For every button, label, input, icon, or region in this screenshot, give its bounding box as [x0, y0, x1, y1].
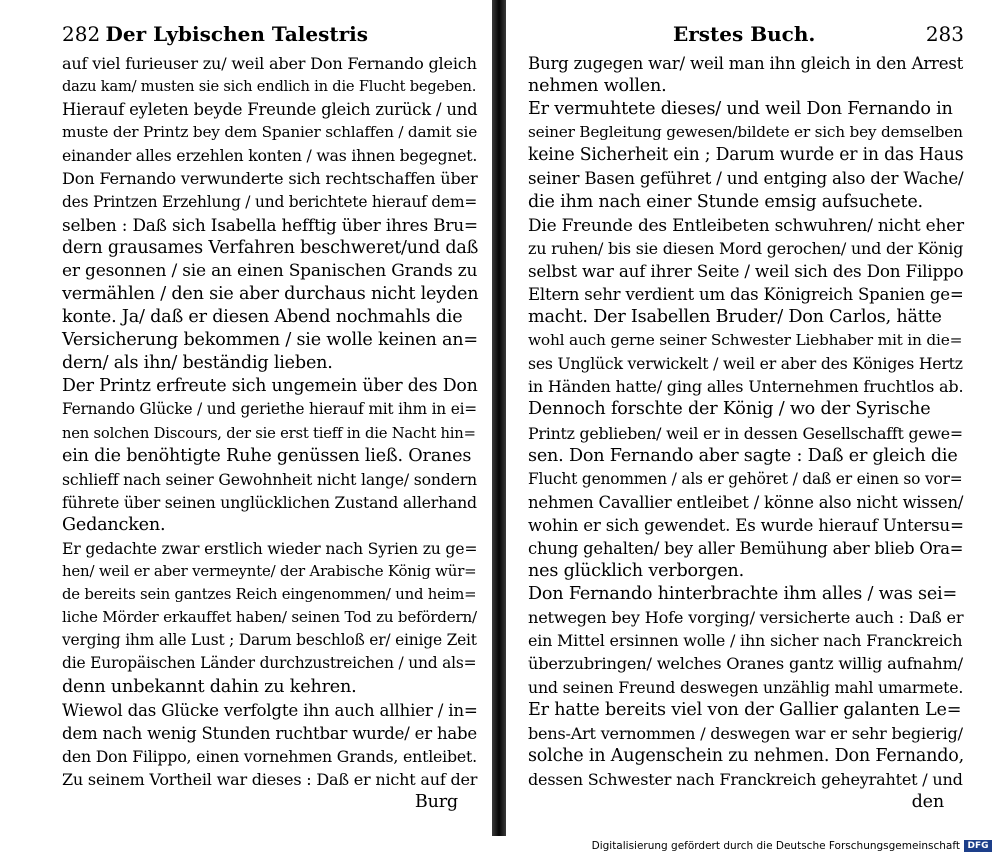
left-running-title: Der Lybischen Talestris [105, 22, 368, 46]
text-line: die Europäischen Länder durchzustreichen / und als= [62, 654, 477, 673]
right-running-title: Erstes Buch. [673, 22, 816, 46]
text-line: Burg zugegen war/ weil man ihn gleich in den Arrest [528, 54, 964, 73]
left-text-block [62, 52, 478, 791]
text-line: Don Fernando verwunderte sich rechtschaffen über [62, 169, 478, 189]
digitization-footer [0, 836, 1000, 856]
text-line: konte. Ja/ daß er diesen Abend nochmahls die [62, 307, 463, 328]
text-line: und seinen Freund deswegen unzählig mahl umarmete. [528, 677, 964, 697]
right-catchword: den [911, 792, 944, 812]
text-line: Fernando Glücke / und geriethe hierauf mit ihm in ei= [62, 400, 477, 419]
text-line: ein Mittel ersinnen wolle / ihn sicher nach Franckreich [528, 631, 963, 651]
text-line: nehmen Cavallier entleibet / könne also nicht wissen/ [528, 492, 964, 512]
text-line: liche Mörder erkauffet haben/ seinen Tod zu befördern/ [62, 608, 477, 627]
text-line: seiner Begleitung gewesen/bildete er sich bey demselben [528, 123, 963, 142]
right-running-head [528, 22, 964, 48]
text-line: Flucht genommen / als er gehöret / daß er einen so vor= [528, 469, 963, 488]
footer-credit: Digitalisierung gefördert durch die Deutsche Forschungsgemeinschaft [591, 840, 960, 852]
text-line: Hierauf eyleten beyde Freunde gleich zurück / und [62, 100, 478, 120]
dfg-logo-icon: DFG [964, 840, 992, 852]
text-line: selbst war auf ihrer Seite / weil sich des Don Filippo [528, 260, 964, 281]
text-line: verging ihm alle Lust ; Darum beschloß er/ einige Zeit [62, 631, 477, 650]
text-line: chung gehalten/ bey aller Bemühung aber blieb Ora= [528, 538, 964, 558]
text-line: schlieff nach seiner Gewohnheit nicht lange/ sondern [62, 469, 477, 489]
text-line: nen solchen Discours, der sie erst tieff in die Nacht hin= [62, 424, 476, 442]
text-line: nehmen wollen. [528, 76, 667, 97]
text-line: führete über seinen unglücklichen Zustand allerhand [62, 492, 477, 512]
text-line: auf viel furieuser zu/ weil aber Don Fernando gleich [62, 54, 477, 73]
text-line: Versicherung bekommen / sie wolle keinen an= [62, 330, 478, 351]
text-line: die ihm nach einer Stunde emsig aufsuchete. [528, 191, 923, 212]
text-line: keine Sicherheit ein ; Darum wurde er in das Haus [528, 145, 964, 166]
text-line: denn unbekannt dahin zu kehren. [62, 676, 357, 697]
text-line: Er hatte bereits viel von der Gallier galanten Le= [528, 699, 962, 720]
right-page [506, 0, 1000, 836]
text-line: Die Freunde des Entleibeten schwuhren/ nicht eher [528, 214, 964, 235]
right-text-block [528, 52, 964, 791]
text-line: solche in Augenschein zu nehmen. Don Fernando, [528, 745, 964, 766]
text-line: überzubringen/ welches Oranes gantz willig aufnahm/ [528, 654, 963, 674]
text-line: nes glücklich verborgen. [528, 561, 744, 582]
text-line: muste der Printz bey dem Spanier schlaffen / damit sie [62, 123, 478, 142]
left-catchword: Burg [414, 792, 458, 812]
text-line: zu ruhen/ bis sie diesen Mord gerochen/ und der König [528, 238, 964, 258]
text-line: Zu seinem Vortheil war dieses : Daß er nicht auf der [62, 769, 478, 789]
text-line: dazu kam/ musten sie sich endlich in die Flucht begeben. [62, 78, 477, 96]
text-line: Eltern sehr verdient um das Königreich Spanien ge= [528, 284, 964, 304]
text-line: ses Unglück verwickelt / weil er aber des Königes Hertz [528, 354, 963, 374]
text-line: Don Fernando hinterbrachte ihm alles / was sei= [528, 584, 958, 605]
text-line: bens-Art vernommen / deswegen war er sehr begierig/ [528, 723, 963, 743]
text-line: einander alles erzehlen konten / was ihnen begegnet. [62, 146, 478, 166]
text-line: ein die benöhtigte Ruhe genüssen ließ. Oranes [62, 445, 472, 466]
text-line: Gedancken. [62, 514, 166, 535]
text-line: wohl auch gerne seiner Schwester Liebhaber mit in die= [528, 331, 963, 350]
text-line: in Händen hatte/ ging alles Unternehmen fruchtlos ab. [528, 377, 964, 397]
text-line: netwegen bey Hofe vorging/ versicherte auch : Daß er [528, 608, 964, 628]
text-line: hen/ weil er aber vermeynte/ der Arabische König wür= [62, 562, 477, 581]
text-line: dem nach wenig Stunden ruchtbar wurde/ er habe [62, 723, 477, 743]
left-running-head [62, 22, 478, 48]
text-line: de bereits sein gantzes Reich eingenommen/ und heim= [62, 585, 477, 604]
text-line: selben : Daß sich Isabella hefftig über ihres Bru= [62, 214, 478, 235]
text-line: dern grausames Verfahren beschweret/und daß [62, 237, 479, 258]
text-line: Wiewol das Glücke verfolgte ihn auch allhier / in= [62, 700, 478, 720]
text-line: Printz geblieben/ weil er in dessen Gesellschafft gewe= [528, 423, 963, 443]
text-line: den Don Filippo, einen vornehmen Grands, entleibet. [62, 746, 477, 766]
text-line: dern/ als ihn/ beständig lieben. [62, 353, 333, 374]
text-line: Er gedachte zwar erstlich wieder nach Syrien zu ge= [62, 538, 478, 558]
text-line: Der Printz erfreute sich ungemein über des Don [62, 376, 478, 397]
text-line: macht. Der Isabellen Bruder/ Don Carlos, hätte [528, 307, 942, 328]
text-line: sen. Don Fernando aber sagte : Daß er gleich die [528, 445, 958, 466]
book-gutter [492, 0, 506, 836]
text-line: vermählen / den sie aber durchaus nicht leyden [62, 283, 479, 304]
right-page-number: 283 [925, 22, 964, 46]
text-line: seiner Basen geführet / und entging also der Wache/ [528, 168, 964, 189]
text-line: Er vermuhtete dieses/ und weil Don Fernando in [528, 99, 953, 120]
left-page-number: 282 [62, 22, 101, 46]
text-line: dessen Schwester nach Franckreich geheyrahtet / und [528, 769, 963, 789]
text-line: wohin er sich gewendet. Es wurde hierauf Untersu= [528, 515, 964, 535]
text-line: Dennoch forschte der König / wo der Syrische [528, 399, 931, 420]
left-page [0, 0, 492, 836]
text-line: er gesonnen / sie an einen Spanischen Grands zu [62, 260, 478, 281]
text-line: des Printzen Erzehlung / und berichtete hierauf dem= [62, 192, 478, 211]
